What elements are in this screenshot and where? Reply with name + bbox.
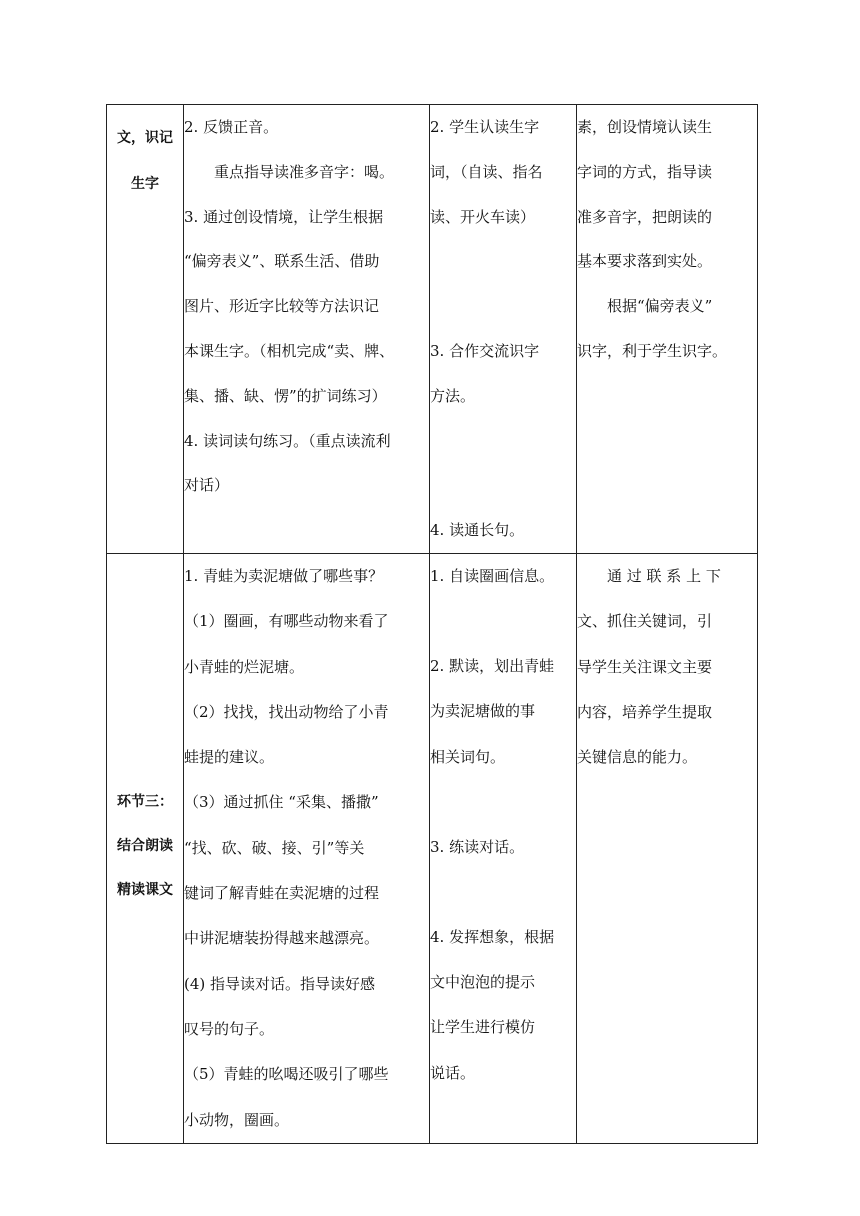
stage-cell [107,553,184,1143]
teacher-line: “找、砍、破、接、引”等关 [184,838,365,857]
intent-line: 根据“偏旁表义” [607,297,713,316]
teacher-line: 图片、形近字比较等方法识记 [184,297,380,316]
teacher-line: （1）圈画，有哪些动物来看了 [184,612,389,631]
teacher-line: 叹号的句子。 [184,1019,275,1038]
intent-line: 基本要求落到实处。 [577,252,713,271]
lesson-plan-table [106,104,758,1144]
design-intent-cell [577,553,758,1143]
student-line: 读、开火车读） [430,207,536,226]
design-intent-cell [577,105,758,554]
intent-line: 内容，培养学生提取 [577,702,713,721]
student-line: 说话。 [430,1063,476,1082]
stage-cell [107,105,184,554]
teacher-line: 2. 反馈正音。 [184,118,279,136]
student-line: 文中泡泡的提示 [430,973,536,992]
intent-line: 文、抓住关键词，引 [577,612,713,631]
teacher-activity-cell [184,553,430,1143]
teacher-line: 4. 读词读句练习。（重点读流利 [184,431,391,450]
teacher-line: 小动物，圈画。 [184,1110,290,1129]
student-line: 3. 合作交流识字 [430,341,540,360]
student-line: 1. 自读圈画信息。 [430,566,555,585]
teacher-line: 键词了解青蛙在卖泥塘的过程 [184,884,380,903]
student-line: 相关词句。 [430,747,506,766]
teacher-line: 对话） [184,476,230,495]
student-line: 方法。 [430,386,476,405]
table-row [107,105,758,554]
teacher-line: (4) 指导读对话。指导读好感 [184,974,376,993]
stage-label: 精读课文 [117,881,173,898]
student-line: 为卖泥塘做的事 [430,702,536,721]
intent-line: 字词的方式，指导读 [577,162,713,181]
student-line: 4. 读通长句。 [430,521,525,540]
teacher-line: 小青蛙的烂泥塘。 [184,657,305,676]
intent-line: 准多音字，把朗读的 [577,207,713,226]
teacher-line: 3. 通过创设情境，让学生根据 [184,207,384,226]
teacher-line: 蛙提的建议。 [184,748,275,767]
stage-label: 结合朗读 [117,837,173,854]
stage-label: 文，识记 [117,130,173,146]
student-activity-cell [430,105,577,554]
intent-line: 素，创设情境认读生 [577,118,713,136]
table-row [107,553,758,1143]
student-line: 词，（自读、指名 [430,162,543,181]
student-line: 2. 默读，划出青蛙 [430,657,555,676]
teacher-line: （5）青蛙的吆喝还吸引了哪些 [184,1065,389,1084]
intent-line: 通 过 联 系 上 下 [607,566,721,585]
teacher-line: “偏旁表义”、联系生活、借助 [184,252,380,271]
teacher-line: （3）通过抓住 “采集、播撒” [184,793,379,812]
teacher-line: 中讲泥塘装扮得越来越漂亮。 [184,929,380,948]
student-activity-cell [430,553,577,1143]
teacher-line: （2）找找，找出动物给了小青 [184,702,389,721]
stage-label: 环节三： [117,793,173,810]
intent-line: 识字，利于学生识字。 [577,341,728,360]
student-line: 2. 学生认读生字 [430,118,540,136]
student-line: 3. 练读对话。 [430,837,525,856]
stage-label: 生字 [131,176,159,192]
student-line: 让学生进行模仿 [430,1018,536,1037]
intent-line: 导学生关注课文主要 [577,657,713,676]
teacher-activity-cell [184,105,430,554]
teacher-line: 重点指导读准多音字：喝。 [214,162,395,181]
student-line: 4. 发挥想象，根据 [430,927,555,946]
teacher-line: 集、播、缺、愣”的扩词练习） [184,386,387,405]
teacher-line: 本课生字。（相机完成“卖、牌、 [184,341,395,360]
intent-line: 关键信息的能力。 [577,748,698,767]
teacher-line: 1. 青蛙为卖泥塘做了哪些事？ [184,566,384,585]
